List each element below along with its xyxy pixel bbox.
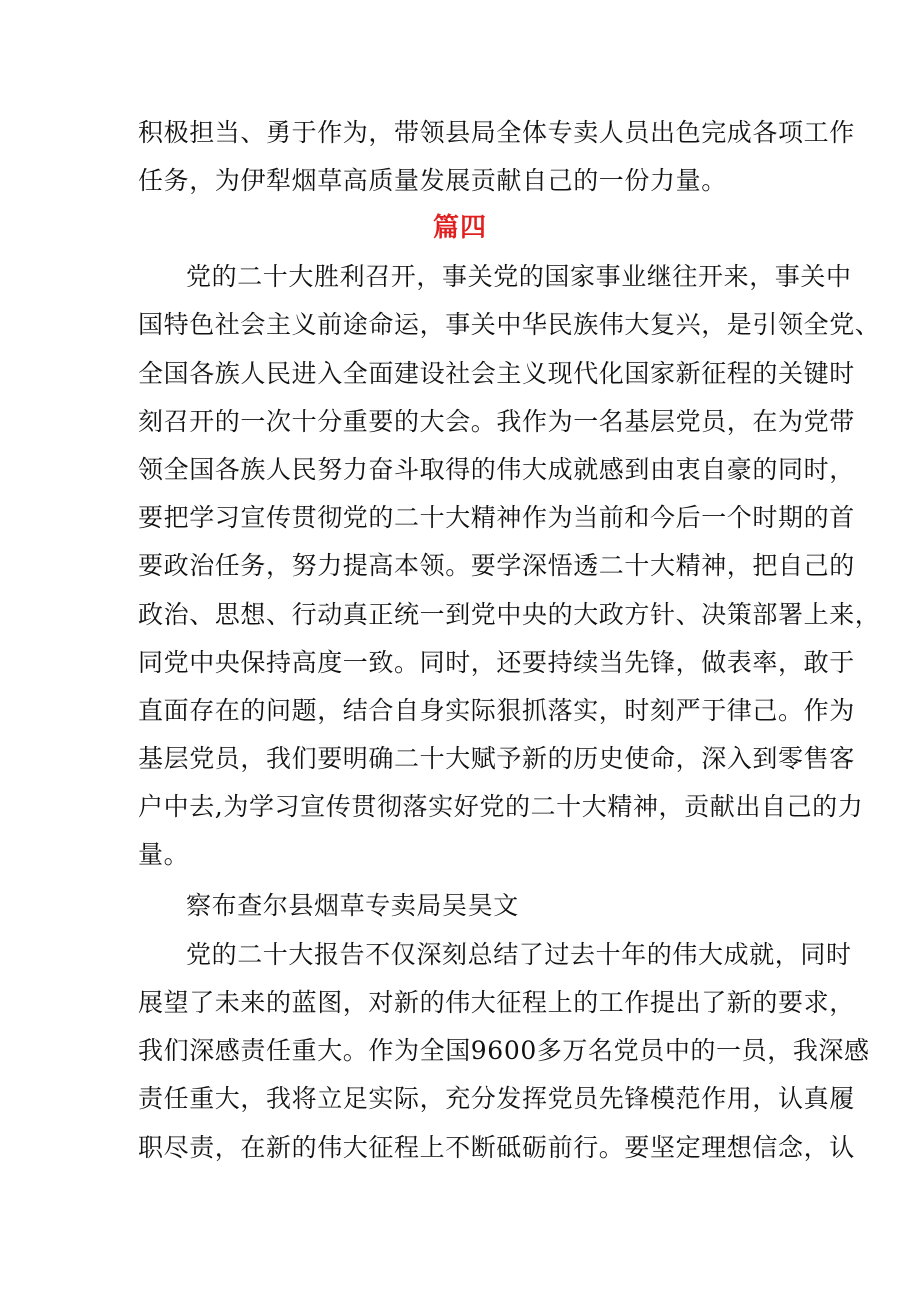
paragraph1-line-11: 基层党员，我们要明确二十大赋予新的历史使命，深入到零售客: [138, 744, 855, 773]
paragraph1-line-1: 党的二十大胜利召开，事关党的国家事业继往开来，事关中: [186, 262, 852, 291]
paragraph2-line-4: 责任重大，我将立足实际，充分发挥党员先锋模范作用，认真履: [138, 1084, 855, 1113]
paragraph2-line-2: 展望了未来的蓝图，对新的伟大征程上的工作提出了新的要求，: [138, 988, 855, 1017]
intro-line-2: 任务，为伊犁烟草高质量发展贡献自己的一份力量。: [138, 166, 727, 195]
paragraph1-line-5: 领全国各族人民努力奋斗取得的伟大成就感到由衷自豪的同时，: [138, 455, 855, 484]
intro-line-1: 积极担当、勇于作为，带领县局全体专卖人员出色完成各项工作: [138, 118, 855, 147]
section-heading: 篇四: [432, 213, 487, 243]
paragraph1-line-4: 刻召开的一次十分重要的大会。我作为一名基层党员，在为党带: [138, 407, 855, 436]
paragraph1-line-2: 国特色社会主义前途命运，事关中华民族伟大复兴，是引领全党、: [138, 310, 881, 339]
paragraph1-line-3: 全国各族人民进入全面建设社会主义现代化国家新征程的关键时: [138, 359, 855, 388]
paragraph1-line-13: 量。: [138, 840, 190, 869]
paragraph1-line-7: 要政治任务，努力提高本领。要学深悟透二十大精神，把自己的: [138, 551, 855, 580]
paragraph1-line-8: 政治、思想、行动真正统一到党中央的大政方针、决策部署上来，: [138, 600, 881, 629]
author-line: 察布查尔县烟草专卖局吴昊文: [186, 891, 519, 920]
paragraph2-line-1: 党的二十大报告不仅深刻总结了过去十年的伟大成就，同时: [186, 940, 852, 969]
paragraph1-line-12: 户中去,为学习宣传贯彻落实好党的二十大精神，贡献出自己的力: [138, 792, 864, 821]
paragraph2-line-5: 职尽责，在新的伟大征程上不断砥砺前行。要坚定理想信念，认: [138, 1133, 855, 1162]
paragraph1-line-6: 要把学习宣传贯彻党的二十大精神作为当前和今后一个时期的首: [138, 503, 855, 532]
paragraph1-line-10: 直面存在的问题，结合自身实际狠抓落实，时刻严于律己。作为: [138, 696, 855, 725]
paragraph1-line-9: 同党中央保持高度一致。同时，还要持续当先锋，做表率，敢于: [138, 648, 855, 677]
paragraph2-line-3: 我们深感责任重大。作为全国9600多万名党员中的一员，我深感: [138, 1036, 870, 1065]
